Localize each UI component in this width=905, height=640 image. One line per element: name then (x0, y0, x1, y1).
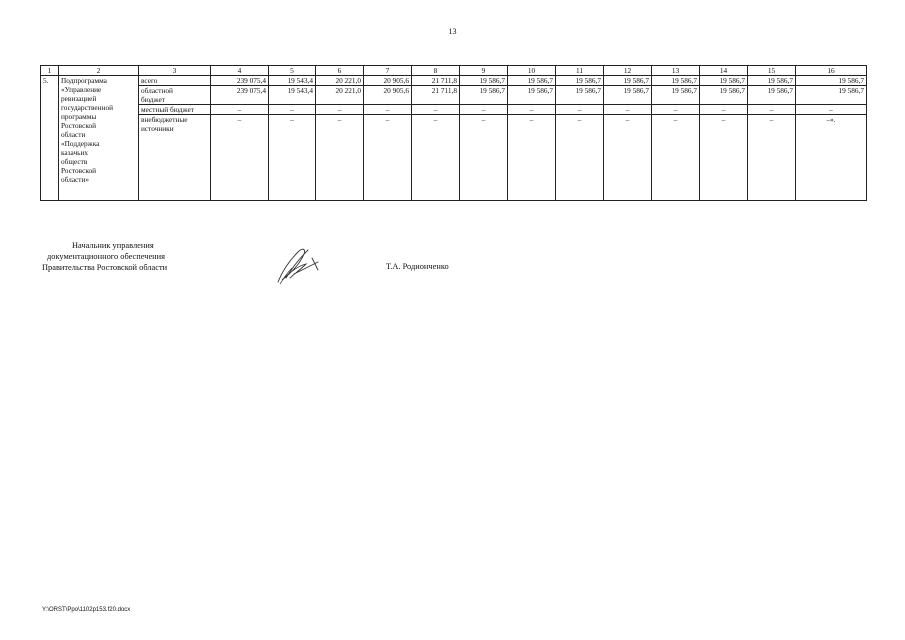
column-number: 1 (41, 66, 59, 76)
table-cell: 20 221,0 (316, 76, 364, 86)
row-number: 5. (41, 76, 59, 201)
table-cell: – (556, 115, 604, 201)
table-cell: – (700, 105, 748, 115)
file-path: Y:\ORST\Ppo\1102p153.f20.docx (42, 607, 131, 613)
column-number: 8 (412, 66, 460, 76)
table-cell: – (364, 115, 412, 201)
table-cell: 19 586,7 (604, 76, 652, 86)
table-cell: 19 543,4 (269, 76, 316, 86)
page-number: 13 (448, 27, 457, 36)
funding-source: областной бюджет (139, 86, 211, 105)
table-cell: 19 586,7 (556, 86, 604, 105)
column-number: 6 (316, 66, 364, 76)
position-line: Начальник управления (72, 241, 154, 250)
table-cell: 20 905,6 (364, 86, 412, 105)
column-number: 2 (59, 66, 139, 76)
table-cell: – (652, 115, 700, 201)
funding-source: внебюджетные источники (139, 115, 211, 201)
table-cell: – (460, 115, 508, 201)
table-cell: 19 586,7 (796, 86, 867, 105)
handwritten-signature (268, 244, 330, 286)
position-line: Правительства Ростовской области (42, 263, 168, 272)
column-number: 7 (364, 66, 412, 76)
table-cell: 19 586,7 (748, 86, 796, 105)
table-cell: – (604, 105, 652, 115)
column-number: 9 (460, 66, 508, 76)
table-cell: 19 586,7 (556, 76, 604, 86)
table-cell: – (508, 115, 556, 201)
table-row (41, 115, 867, 201)
table-row (41, 105, 867, 115)
table-cell: 19 543,4 (269, 86, 316, 105)
column-number: 16 (796, 66, 867, 76)
table-cell: – (652, 105, 700, 115)
column-number: 10 (508, 66, 556, 76)
funding-source: местный бюджет (139, 105, 211, 115)
column-number: 4 (211, 66, 269, 76)
funding-table (40, 65, 867, 201)
table-cell: – (460, 105, 508, 115)
table-cell: – (269, 105, 316, 115)
table-cell: – (211, 115, 269, 201)
table-cell: – (412, 115, 460, 201)
signatory-name: Т.А. Родионченко (386, 262, 449, 271)
column-number: 13 (652, 66, 700, 76)
table-cell: – (364, 105, 412, 115)
table-cell: 19 586,7 (748, 76, 796, 86)
table-cell: – (748, 105, 796, 115)
table-cell: 20 905,6 (364, 76, 412, 86)
table-cell: – (508, 105, 556, 115)
column-number: 12 (604, 66, 652, 76)
table-row (41, 76, 867, 86)
column-number: 11 (556, 66, 604, 76)
table-cell: 19 586,7 (508, 76, 556, 86)
position-line: документационного обеспечения (47, 252, 165, 261)
table-cell: 19 586,7 (508, 86, 556, 105)
table-cell: – (700, 115, 748, 201)
table-cell: 19 586,7 (460, 76, 508, 86)
table-cell: – (796, 105, 867, 115)
table-cell: – (412, 105, 460, 115)
column-number: 15 (748, 66, 796, 76)
table-cell: – (556, 105, 604, 115)
table-cell: 239 075,4 (211, 76, 269, 86)
subprogram-name: Подпрограмма «Управление ревизацией государственной программы Ростовской области «Поддержка казачьих обществ Ростовской области» (59, 76, 139, 201)
table-cell: – (604, 115, 652, 201)
table-cell: –». (796, 115, 867, 201)
table-cell: 21 711,8 (412, 76, 460, 86)
table-cell: 19 586,7 (796, 76, 867, 86)
column-number: 5 (269, 66, 316, 76)
table-cell: 21 711,8 (412, 86, 460, 105)
table-cell: 19 586,7 (652, 76, 700, 86)
column-number: 14 (700, 66, 748, 76)
table-cell: 19 586,7 (700, 86, 748, 105)
table-cell: – (316, 115, 364, 201)
table-row (41, 86, 867, 105)
column-number: 3 (139, 66, 211, 76)
table-cell: 20 221,0 (316, 86, 364, 105)
table-cell: – (211, 105, 269, 115)
table-cell: 19 586,7 (460, 86, 508, 105)
table-cell: 19 586,7 (604, 86, 652, 105)
table-cell: – (269, 115, 316, 201)
table-cell: – (316, 105, 364, 115)
table-cell: 19 586,7 (700, 76, 748, 86)
funding-source: всего (139, 76, 211, 86)
signatory-position (42, 240, 167, 273)
table-cell: 239 075,4 (211, 86, 269, 105)
table-cell: – (748, 115, 796, 201)
table-cell: 19 586,7 (652, 86, 700, 105)
column-number-row (41, 66, 867, 76)
